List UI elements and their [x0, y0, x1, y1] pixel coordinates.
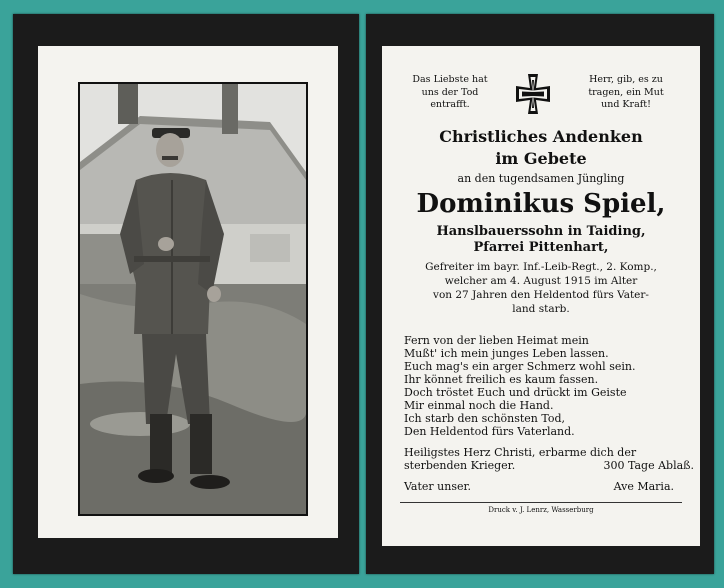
poem-line: Ihr könnet freilich es kaum fassen.: [404, 373, 599, 386]
left-quote: [400, 74, 500, 112]
left-quote-line: uns der Tod: [421, 86, 479, 98]
poem-line: Ich starb den schönsten Tod,: [404, 412, 566, 425]
service-info: [390, 260, 692, 316]
soldier-photograph: [78, 82, 308, 516]
left-quote-line: entrafft.: [430, 99, 470, 110]
title-line: Christliches Andenken: [439, 127, 643, 146]
closing-right: Ave Maria.: [613, 480, 674, 493]
closing-left: Vater unser.: [404, 480, 472, 493]
service-line: land starb.: [512, 303, 570, 315]
dedication: an den tugendsamen Jüngling: [457, 172, 625, 185]
title-line: im Gebete: [495, 149, 587, 168]
right-quote-line: tragen, ein Mut: [588, 86, 664, 98]
right-quote-line: Herr, gib, es zu: [589, 74, 663, 85]
prayer: [404, 446, 694, 472]
poem-line: Fern von der lieben Heimat mein: [404, 334, 589, 347]
service-line: Gefreiter im bayr. Inf.-Leib-Regt., 2. Komp.,: [425, 261, 657, 273]
poem-line: Mußt' ich mein junges Leben lassen.: [404, 347, 609, 360]
prayer-line: [404, 459, 694, 472]
service-line: von 27 Jahren den Heldentod fürs Vater-: [433, 289, 649, 301]
left-quote-line: Das Liebste hat: [412, 74, 488, 85]
memorial-text-panel: [366, 14, 714, 574]
prayer-line: Heiligstes Herz Christi, erbarme dich der: [404, 446, 637, 459]
poem-line: Den Heldentod fürs Vaterland.: [404, 425, 575, 438]
closing-prayers: [404, 480, 674, 493]
divider: [400, 502, 682, 503]
right-quote-line: und Kraft!: [601, 99, 651, 110]
service-line: welcher am 4. August 1915 im Alter: [444, 275, 638, 287]
origin: [382, 224, 700, 256]
memorial-title: [382, 126, 700, 170]
photo-card: [38, 46, 338, 538]
soldier-photo-illustration: [80, 84, 306, 514]
memorial-card: [382, 46, 700, 546]
poem: [404, 334, 694, 438]
prayer-line-text: sterbenden Krieger.: [404, 459, 516, 472]
photo-panel: [13, 14, 359, 574]
iron-cross-icon: [510, 74, 556, 114]
poem-line: Doch tröstet Euch und drückt im Geiste: [404, 386, 627, 399]
deceased-name: Dominikus Spiel,: [416, 189, 666, 219]
indulgence-text: 300 Tage Ablaß.: [603, 459, 694, 472]
poem-line: Mir einmal noch die Hand.: [404, 399, 554, 412]
origin-line: Pfarrei Pittenhart,: [473, 240, 609, 255]
origin-line: Hanslbauerssohn in Taiding,: [436, 224, 646, 239]
right-quote: [570, 74, 682, 112]
poem-line: Euch mag's ein arger Schmerz wohl sein.: [404, 360, 636, 373]
printer-imprint: Druck v. J. Lenrz, Wasserburg: [488, 506, 594, 514]
